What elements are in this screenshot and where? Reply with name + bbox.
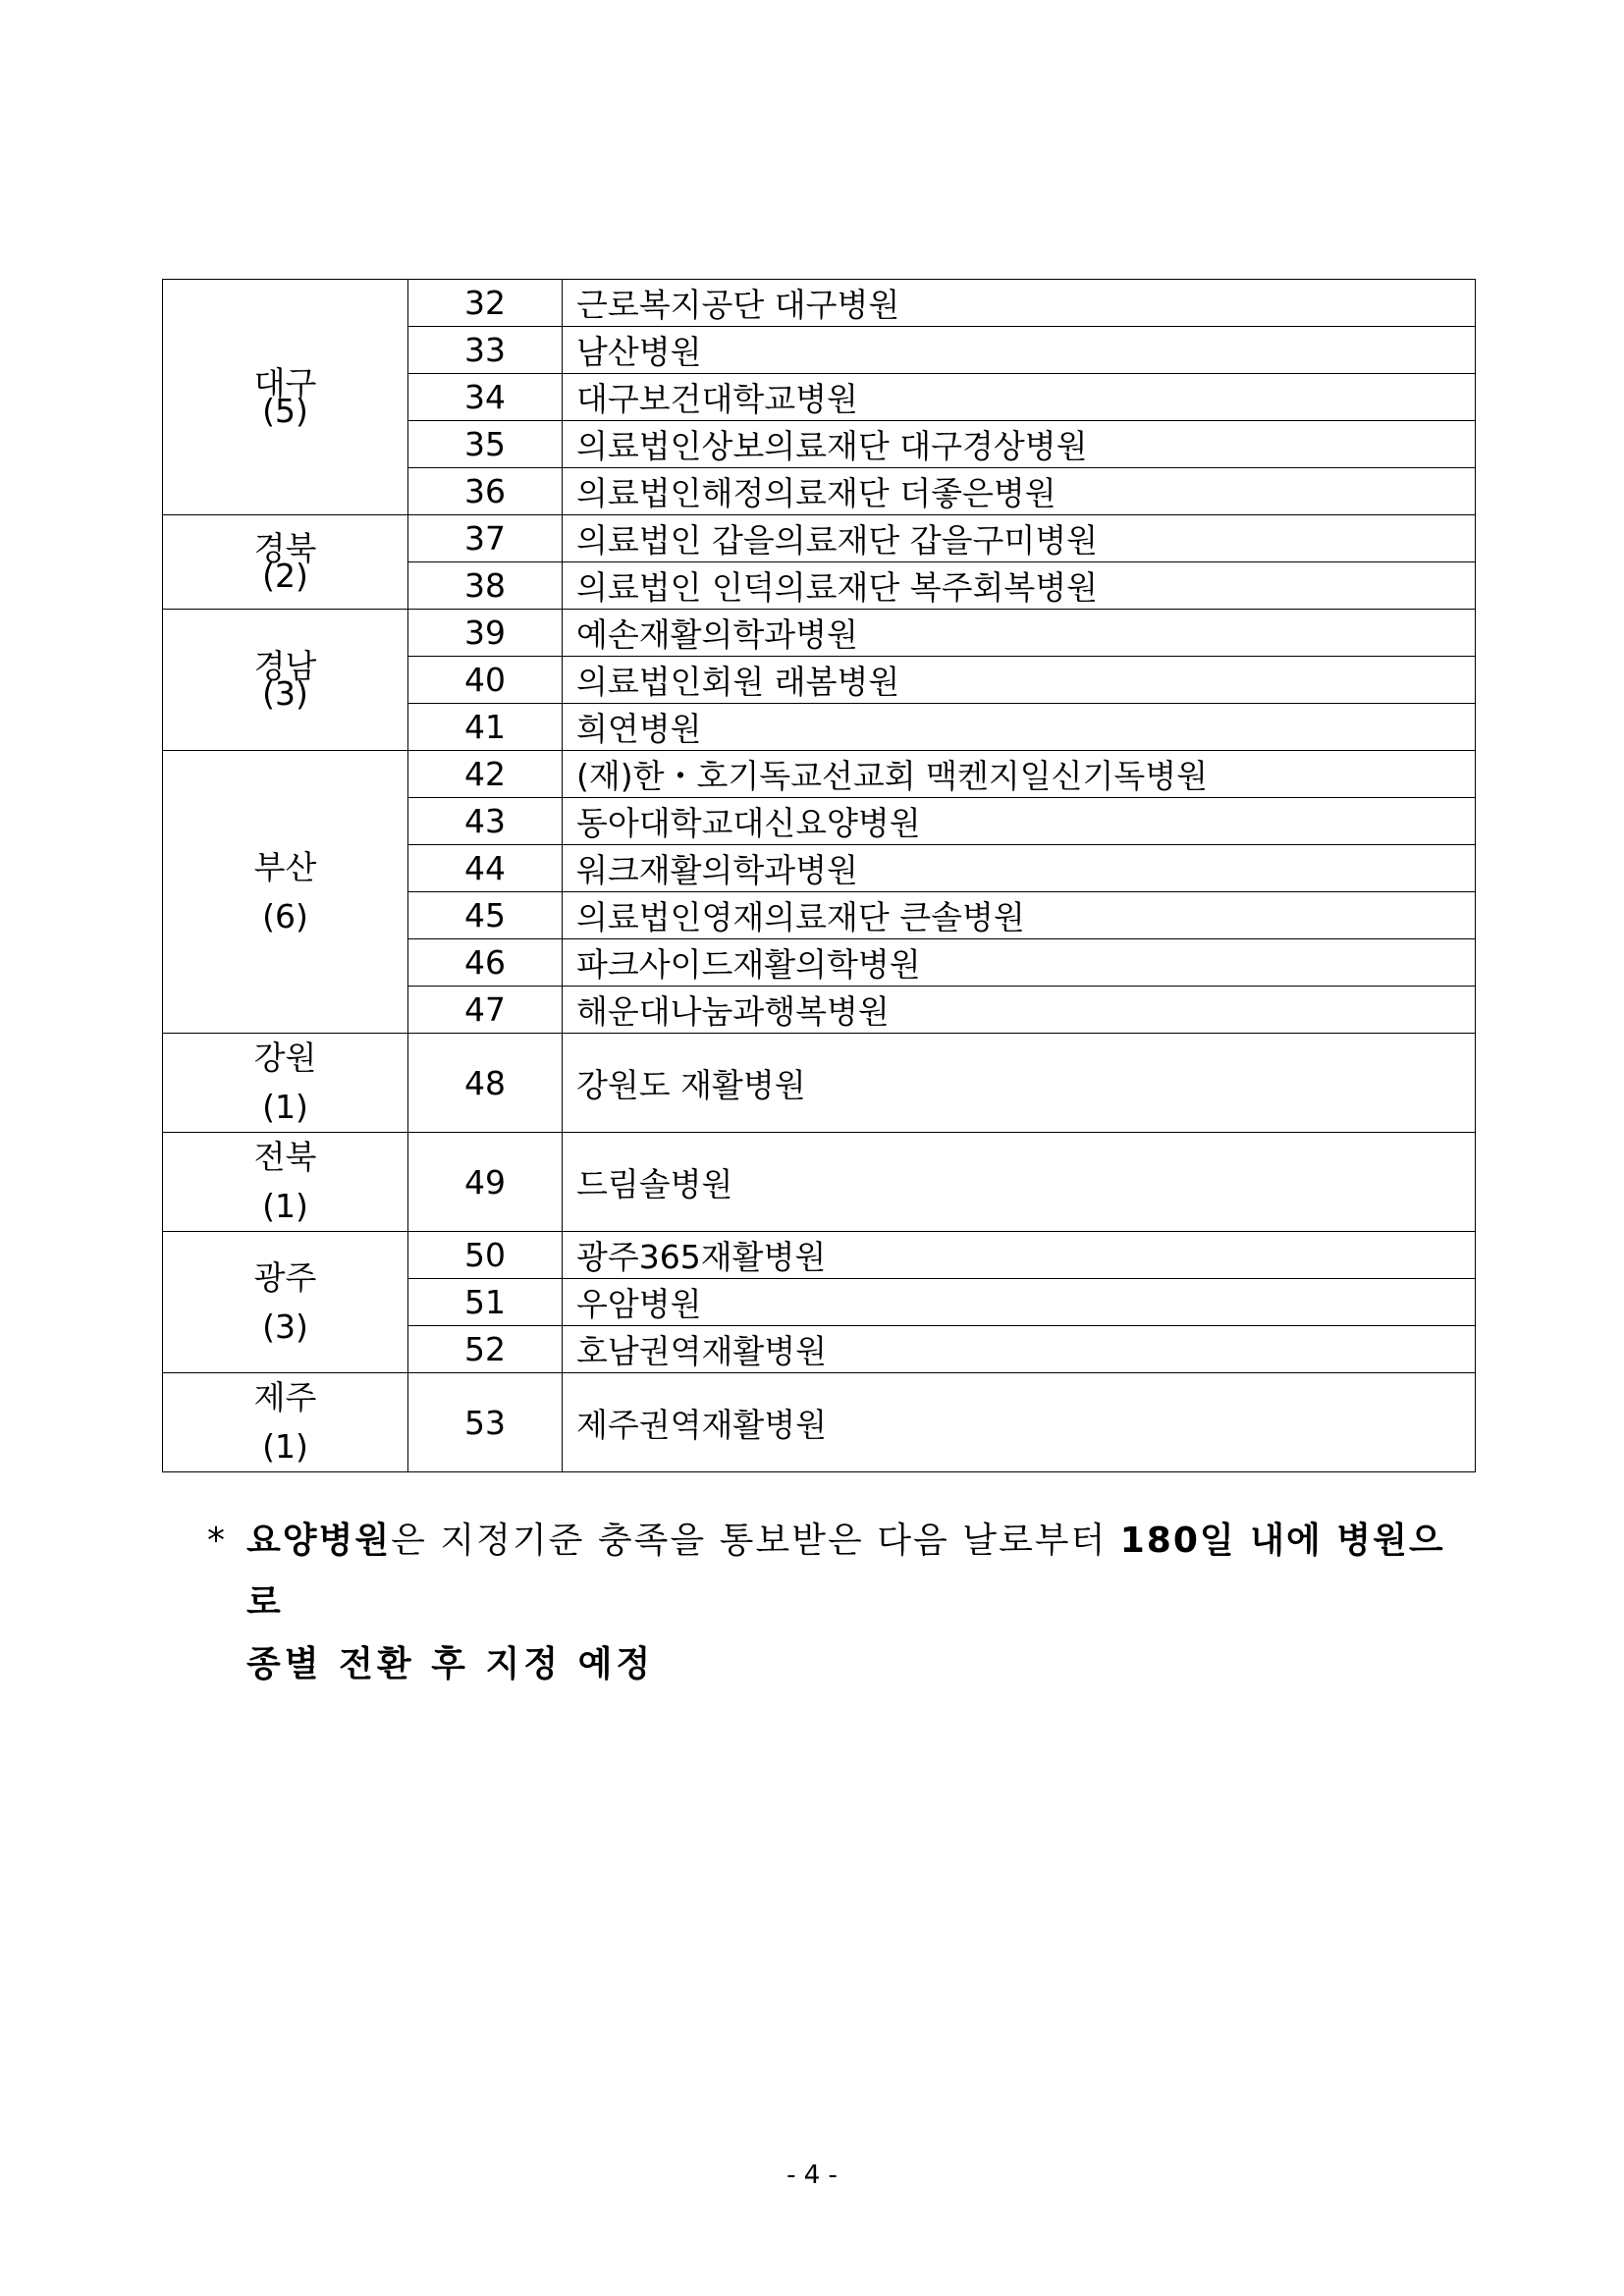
row-number: 47	[408, 987, 563, 1034]
footnote-star: *	[207, 1521, 225, 1561]
region-cell	[163, 280, 408, 515]
table-row	[163, 515, 1476, 562]
hospital-name: 파크사이드재활의학병원	[563, 939, 1476, 987]
table-row	[163, 1034, 1476, 1133]
hospital-name: 의료법인 갑을의료재단 갑을구미병원	[563, 515, 1476, 562]
hospital-table	[162, 279, 1476, 1472]
hospital-name: 워크재활의학과병원	[563, 845, 1476, 892]
region-count: (1)	[262, 1187, 308, 1225]
row-number: 51	[408, 1279, 563, 1326]
row-number: 43	[408, 798, 563, 845]
row-number: 52	[408, 1326, 563, 1373]
region-cell	[163, 1232, 408, 1373]
row-number: 42	[408, 751, 563, 798]
row-number: 46	[408, 939, 563, 987]
row-number: 33	[408, 327, 563, 374]
row-number: 48	[408, 1034, 563, 1133]
region-name: 경남	[253, 646, 317, 685]
hospital-name: 대구보건대학교병원	[563, 374, 1476, 421]
region-name: 부산	[253, 847, 317, 886]
row-number: 39	[408, 610, 563, 657]
hospital-name: 호남권역재활병원	[563, 1326, 1476, 1373]
table-row	[163, 280, 1476, 327]
table-row	[163, 1232, 1476, 1279]
hospital-name: 강원도 재활병원	[563, 1034, 1476, 1133]
row-number: 53	[408, 1373, 563, 1472]
row-number: 41	[408, 704, 563, 751]
region-cell	[163, 1034, 408, 1133]
row-number: 36	[408, 468, 563, 515]
hospital-name: 의료법인 인덕의료재단 복주회복병원	[563, 562, 1476, 610]
hospital-name: 의료법인상보의료재단 대구경상병원	[563, 421, 1476, 468]
region-cell	[163, 515, 408, 610]
region-name: 경북	[253, 528, 317, 567]
region-name: 대구	[253, 363, 317, 402]
region-count: (2)	[262, 556, 308, 595]
region-count: (1)	[262, 1427, 308, 1466]
hospital-name: 의료법인회원 래봄병원	[563, 657, 1476, 704]
row-number: 35	[408, 421, 563, 468]
row-number: 32	[408, 280, 563, 327]
hospital-name: 근로복지공단 대구병원	[563, 280, 1476, 327]
region-cell	[163, 1133, 408, 1232]
region-name: 제주	[253, 1378, 317, 1416]
table-row	[163, 751, 1476, 798]
row-number: 50	[408, 1232, 563, 1279]
region-count: (6)	[262, 896, 308, 935]
hospital-name: 의료법인해정의료재단 더좋은병원	[563, 468, 1476, 515]
row-number: 40	[408, 657, 563, 704]
hospital-name: 우암병원	[563, 1279, 1476, 1326]
region-count: (5)	[262, 391, 308, 430]
hospital-name: 드림솔병원	[563, 1133, 1476, 1232]
region-cell	[163, 1373, 408, 1472]
region-cell	[163, 610, 408, 751]
hospital-name: 희연병원	[563, 704, 1476, 751]
region-count: (3)	[262, 673, 308, 713]
row-number: 44	[408, 845, 563, 892]
footnote-text: 은 지정기준 충족을 통보받은 다음 날로부터	[391, 1521, 1108, 1561]
footnote	[207, 1510, 1478, 1695]
row-number: 49	[408, 1133, 563, 1232]
hospital-name: 남산병원	[563, 327, 1476, 374]
row-number: 45	[408, 892, 563, 939]
footnote-text-2: 종별 전환 후 지정 예정	[246, 1644, 655, 1684]
hospital-name: 제주권역재활병원	[563, 1373, 1476, 1472]
region-name: 전북	[253, 1138, 317, 1176]
table-row	[163, 1133, 1476, 1232]
row-number: 34	[408, 374, 563, 421]
region-count: (3)	[262, 1307, 308, 1346]
hospital-name: 해운대나눔과행복병원	[563, 987, 1476, 1034]
region-name: 광주	[253, 1257, 317, 1297]
region-name: 강원	[253, 1039, 317, 1077]
hospital-name: 동아대학교대신요양병원	[563, 798, 1476, 845]
footnote-term: 요양병원	[246, 1521, 392, 1561]
hospital-name: (재)한・호기독교선교회 맥켄지일신기독병원	[563, 751, 1476, 798]
footnote-days: 180일 내에 병원으로	[246, 1521, 1445, 1623]
row-number: 38	[408, 562, 563, 610]
hospital-name: 예손재활의학과병원	[563, 610, 1476, 657]
row-number: 37	[408, 515, 563, 562]
hospital-name: 의료법인영재의료재단 큰솔병원	[563, 892, 1476, 939]
region-count: (1)	[262, 1088, 308, 1126]
hospital-name: 광주365재활병원	[563, 1232, 1476, 1279]
table-row	[163, 610, 1476, 657]
footnote-line-1	[211, 1510, 1478, 1633]
page-number: - 4 -	[786, 2161, 838, 2190]
footnote-line-2	[211, 1633, 1478, 1695]
region-cell	[163, 751, 408, 1034]
table-row	[163, 1373, 1476, 1472]
